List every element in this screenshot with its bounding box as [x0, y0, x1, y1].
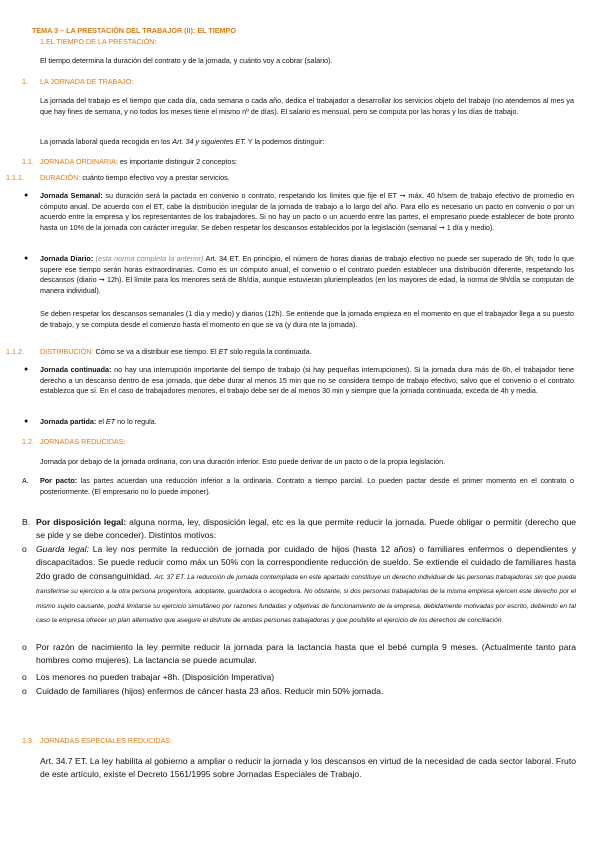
section-1-1-2-rest-b: solo regula la continuada. — [227, 347, 312, 356]
section-1-3-title: JORNADAS ESPECIALES REDUCIDAS: — [40, 736, 173, 745]
descansos-paragraph: Se deben respetar los descansos semanales (1 día y medio) y diarios (12h). Se entiende que la jornada empieza en el momento en que el trabajador llega a su puesto de trabajo, y se computa desde el comienzo hasta el momento en que se va (y dura nte la jornada). — [40, 309, 574, 329]
section-1-1-rest: es importante distinguir 2 conceptos: — [117, 157, 237, 166]
bullet-icon: ● — [24, 255, 29, 262]
section-1-1-heading — [40, 157, 560, 168]
section-1-3-paragraph: Art. 34.7 ET. La ley habilita al gobierno a ampliar o reducir la jornada y los descansos en virtud de la necesidad de cada sector laboral. Fruto de este artículo, existe el Decreto 1561/1995 sobre Jornadas Especiales de Trabajo. — [40, 756, 576, 780]
section-1-1-2-title: DISTRIBUCIÓN: — [40, 347, 94, 356]
sub-label: Guarda legal: — [36, 544, 89, 554]
ref-suffix: Y la podemos distinguir: — [245, 137, 325, 146]
intro-paragraph: El tiempo determina la duración del contrato y de la jornada, y cuánto voy a cobrar (salario). — [40, 56, 333, 65]
item-text: las partes acuerdan una reducción inferior a la ordinaria. Contrato a tiempo parcial. Lo pueden pactar desde el primer momento en el contrato o posteriormente. (El empresario no lo puede imponer). — [40, 476, 574, 496]
bullet-label: Jornada Diario: — [40, 254, 94, 263]
sub-menores: Los menores no pueden trabajar +8h. (Disposición Imperativa) — [36, 672, 275, 682]
item-por-pacto — [40, 476, 574, 497]
section-1-paragraph: La jornada del trabajo es el tiempo que cada día, cada semana o cada año, dedica el trabajador a desarrollar los servicios objeto del trabajo (no atendemos al mes ya que hay fines de semana, y no todos los meses tiene el mismo nº de días). El salario es mensual, pero se computa por las horas y los días de trabajo. — [40, 96, 574, 116]
section-1-1-1-rest: cuánto tiempo efectivo voy a prestar servicios. — [80, 173, 230, 182]
bullet-note: (esta norma completa la anterior) — [93, 254, 204, 263]
section-1-1-1-title: DURACIÓN: — [40, 173, 81, 182]
bullet-icon: ● — [24, 366, 29, 373]
sub-quote: La reducción de jornada contemplada en este apartado constituye un derecho individual de las personas trabajadoras sin que pueda transferirse su ejercicio a la otra persona progenitora, adoptante, guardadora o acogedora. No obstante, si dos personas trabajadoras de la misma empresa ejercen este derecho por el mismo sujeto causante, podrá limitarse su ejercicio simultáneo por razones fundadas y objetivas de funcionamiento de la empresa, debidamente motivadas por escrito, debiendo en tal caso la empresa ofrecer un plan alternativo que asegure el disfrute de ambas personas trabajadoras y que posibilite el ejercicio de los derechos de conciliación — [36, 573, 576, 625]
section-1-2-title: JORNADAS REDUCIDAS: — [40, 437, 126, 446]
circle-bullet-icon: o — [22, 642, 27, 652]
item-disposicion-legal — [36, 516, 576, 543]
section-1-reference — [40, 137, 574, 148]
section-1-number: 1. — [22, 77, 28, 86]
ref-prefix: La jornada laboral queda recogida en los — [40, 137, 173, 146]
circle-bullet-icon: o — [22, 544, 27, 554]
circle-bullet-icon: o — [22, 686, 27, 696]
bullet-jornada-continuada — [40, 365, 574, 397]
section-1-1-2-heading — [40, 347, 560, 358]
section-1-1-1-number: 1.1.1. — [6, 173, 24, 182]
item-label: Por disposición legal: — [36, 517, 127, 527]
item-text: alguna norma, ley, disposición legal, etc es la que permite reducir la jornada. Puede obligar o permitir (derecho que se pide y se debe conceder). Distintos motivos: — [36, 517, 577, 541]
bullet-jornada-semanal — [40, 191, 574, 233]
section-1-3-number: 1.3. — [22, 736, 34, 745]
bullet-label: Jornada continuada: — [40, 365, 112, 374]
item-b-letter: B. — [22, 517, 31, 527]
bullet-jornada-diario — [40, 254, 574, 296]
sub-cancer: Cuidado de familiares (hijos) enfermos de cáncer hasta 23 años. Reducir min 50% jornada. — [36, 686, 384, 696]
section-1-1-2-ref: ET — [218, 347, 228, 356]
bullet-label: Jornada partida: — [40, 417, 97, 426]
item-a-letter: A. — [22, 476, 29, 485]
bullet-text: su duración será la pactada en convenio o contrato, respetando los límites que fije el ET ➞ máx. 40 h/sem de trabajo efectivo de promedio en cómputo anual. De acuerdo con el ET, cabe la distribución irregular de la jornada de trabajo a lo largo del año. Para ello es necesario un pacto en convenio o por un acuerdo entre la empresa y los representantes de los trabajadores. Si no hay un pacto o un acuerdo entre las partes, el empresario puede establecer de bote pronto hasta un 10% de la jornada con carácter irregular. Se deben respetar los descansos establecidos por la legislación (semanal ➞ 1 día y medio). — [40, 191, 574, 232]
bullet-text-a: el — [96, 417, 106, 426]
ref-articles: Art. 34 y siguientes ET. — [172, 137, 246, 146]
sub-guarda-legal — [36, 543, 576, 627]
section-1-1-title: JORNADA ORDINARIA: — [40, 157, 118, 166]
bullet-text: Art. 34 ET. En principio, el número de horas diarias de trabajo efectivo no puede ser superado de 9h, todo lo que supere ese tiempo serán horas extraordinarias. Como es un cómputo anual, el convenio o el contrato pueden establecer una distribución diferente, respetando los descansos (diario ➞ 12h). El límite para los menores será de 8h/día, aunque estuvieran pluriempleados (en los mayores de edad, la norma de 9h/día se computan de manera individual). — [40, 254, 574, 295]
bullet-jornada-partida — [40, 417, 574, 428]
section-1-1-2-number: 1.1.2. — [6, 347, 24, 356]
sub-lactancia: Por razón de nacimiento la ley permite reducir la jornada para la lactancia hasta que el bebé cumpla 9 meses. (Actualmente tanto para hombres como mujeres). La lactancia se puede acumular. — [36, 642, 576, 666]
section-1-1-2-rest-a: Cómo se va a distribuir ese tiempo. El — [93, 347, 219, 356]
circle-bullet-icon: o — [22, 672, 27, 682]
section-heading-time: 1.EL TIEMPO DE LA PRESTACIÓN: — [40, 37, 157, 46]
section-1-2-paragraph: Jornada por debajo de la jornada ordinaria, con una duración inferior. Esto puede derivar de un pacto o de la propia legislación. — [40, 457, 446, 466]
sub-ref: Art. 37 ET. — [154, 573, 186, 581]
bullet-text-b: no lo regula. — [115, 417, 157, 426]
bullet-icon: ● — [24, 192, 29, 199]
section-1-1-1-heading — [40, 173, 560, 184]
bullet-icon: ● — [24, 418, 29, 425]
bullet-text: no hay una interrupción importante del tiempo de trabajo (si hay pequeñas interrupciones). Si la jornada dura más de 6h, el trabajador tiene derecho a un descanso dentro de esa jornada, que debe durar al menos 15 min que no se considera tiempo de trabajo efectivo, salvo que el convenio o el contrato establezca que sí. En el caso de trabajadores menores, el trabajo debe ser de al menos 30 min y siempre que la jornada continuada, exceda de 4h y media. — [40, 365, 574, 396]
item-label: Por pacto: — [40, 476, 78, 485]
bullet-ref: ET — [105, 417, 116, 426]
section-1-1-number: 1.1. — [22, 157, 34, 166]
document-title: TEMA 3 – LA PRESTACIÓN DEL TRABAJOR (II): EL TIEMPO — [32, 26, 236, 35]
sub-text: La ley nos permite la reducción de jornada por cuidado de hijos (hasta 12 años) o familiares enfermos o dependientes y discapacitados. Se puede reducir como máx un 50% con la correspondiente reducción de sueldo. Se extiende el cuidado de familiares hasta 2do grado de consanguinidad. — [36, 544, 576, 581]
section-1-2-number: 1.2. — [22, 437, 34, 446]
bullet-label: Jornada Semanal: — [40, 191, 103, 200]
section-1-title: LA JORNADA DE TRABAJO: — [40, 77, 134, 86]
